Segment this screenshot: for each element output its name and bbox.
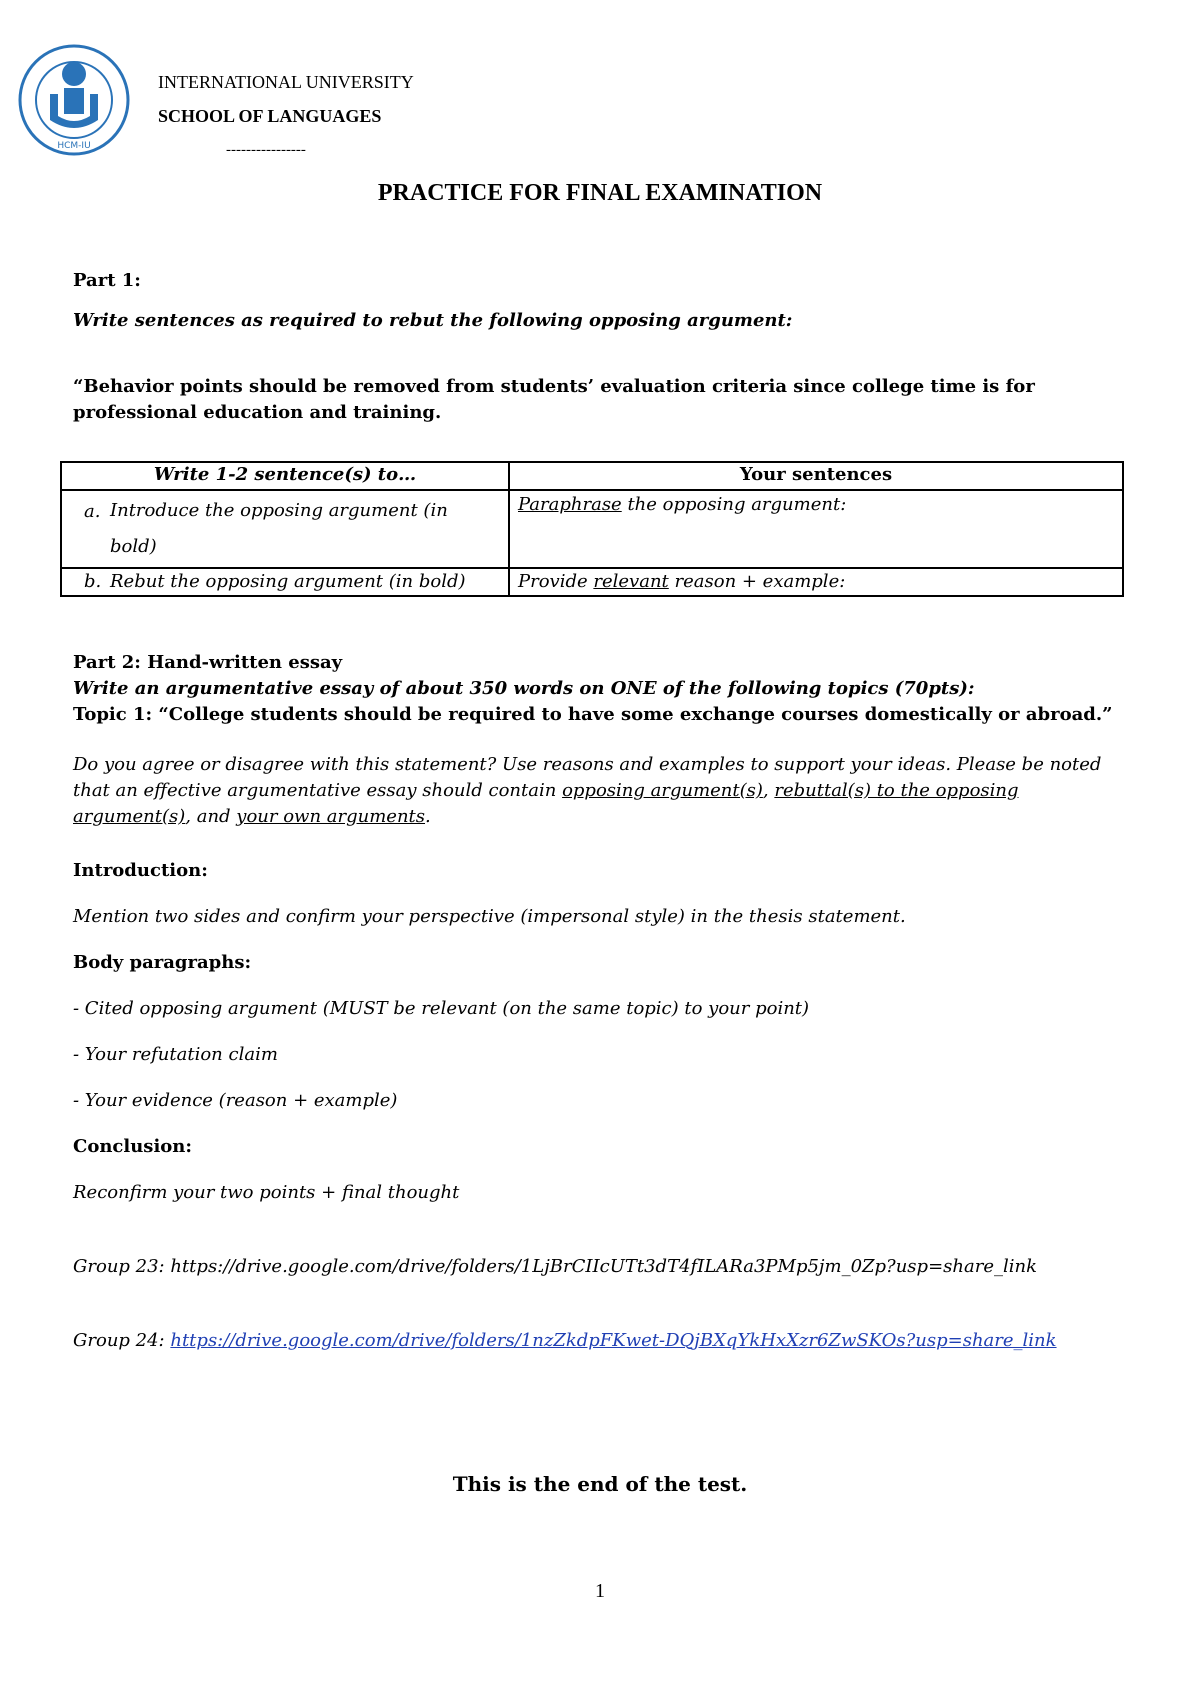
table-header-sentences: Your sentences: [509, 462, 1123, 490]
task-b: [70, 571, 500, 593]
table-header-task: Write 1-2 sentence(s) to…: [61, 462, 509, 490]
hint-pre: Provide: [518, 571, 594, 592]
prompt-sep: ,: [762, 780, 775, 801]
group-label: Group 24:: [73, 1330, 171, 1351]
school-name: SCHOOL OF LANGUAGES: [158, 106, 382, 126]
group-23-url: https://drive.google.com/drive/folders/1LjBrCIIcUTt3dT4fILARa3PMp5jm_0Zp?usp=share_link: [170, 1256, 1037, 1277]
topic-1: [73, 702, 1153, 728]
university-name: INTERNATIONAL UNIVERSITY: [158, 72, 414, 92]
part1-instruction: Write sentences as required to rebut the following opposing argument:: [73, 310, 793, 331]
prompt-sep: , and: [185, 806, 237, 827]
header-divider: ----------------: [226, 142, 306, 158]
prompt-text: Do you agree or disagree with this statement? Use reasons and examples to support your ideas. Please be noted that an effective argumentative essay should contain: [73, 754, 1102, 801]
opposing-argument-quote: “Behavior points should be removed from students’ evaluation criteria since college time is for professional education and training.: [73, 376, 1035, 423]
end-of-test: This is the end of the test.: [452, 1472, 748, 1496]
part2-instruction: Write an argumentative essay of about 350 words on ONE of the following topics (70pts):: [73, 678, 975, 699]
table-row: [61, 568, 1123, 596]
hint-underlined: Paraphrase: [518, 494, 622, 515]
intro-text: Mention two sides and confirm your perspective (impersonal style) in the thesis statement.: [73, 906, 906, 927]
group-label: Group 23:: [73, 1256, 171, 1277]
task-text: Introduce the opposing argument (in bold): [110, 500, 448, 557]
table-header-row: [61, 462, 1123, 490]
table-cell-task: [61, 490, 509, 568]
essay-prompt: [73, 752, 1123, 830]
prompt-end: .: [425, 806, 431, 827]
rebuttal-table: [60, 461, 1124, 597]
part2-heading: Part 2: Hand-written essay: [73, 652, 343, 673]
page-number: 1: [595, 1580, 605, 1602]
row-label: a.: [84, 501, 101, 522]
university-logo: [18, 44, 130, 156]
table-cell-answer[interactable]: [509, 490, 1123, 568]
topic-text: : “College students should be required to have some exchange courses domestically or abroad.”: [145, 704, 1113, 725]
prompt-own-arguments: your own arguments: [236, 806, 426, 827]
hint-rest: reason + example:: [668, 571, 846, 592]
hint-rest: the opposing argument:: [621, 494, 847, 515]
intro-heading: Introduction:: [73, 860, 208, 881]
table-cell-answer[interactable]: [509, 568, 1123, 596]
part1-heading: Part 1:: [73, 270, 141, 291]
body-heading: Body paragraphs:: [73, 952, 252, 973]
group-23-line: [73, 1254, 1037, 1280]
conclusion-text: Reconfirm your two points + final thought: [73, 1182, 460, 1203]
group-24-link[interactable]: https://drive.google.com/drive/folders/1nzZkdpFKwet-DQjBXqYkHxXzr6ZwSKOs?usp=share_link: [170, 1330, 1057, 1351]
table-cell-task: [61, 568, 509, 596]
table-row: [61, 490, 1123, 568]
row-label: b.: [84, 571, 102, 592]
conclusion-heading: Conclusion:: [73, 1136, 193, 1157]
task-text: Rebut the opposing argument (in bold): [110, 571, 466, 592]
hint-underlined: relevant: [593, 571, 669, 592]
topic-label: Topic 1: [73, 704, 146, 725]
body-item: - Cited opposing argument (MUST be relevant (on the same topic) to your point): [73, 998, 810, 1019]
prompt-rebuttal: rebuttal(s) to the opposing argument(s): [73, 780, 1019, 827]
task-a: [70, 493, 500, 565]
body-item: - Your refutation claim: [73, 1044, 278, 1065]
body-item: - Your evidence (reason + example): [73, 1090, 398, 1111]
svg-text:HCM-IU: HCM-IU: [57, 141, 91, 151]
page-title: PRACTICE FOR FINAL EXAMINATION: [377, 180, 823, 206]
prompt-opposing: opposing argument(s): [562, 780, 763, 801]
group-24-line: [73, 1328, 1057, 1354]
